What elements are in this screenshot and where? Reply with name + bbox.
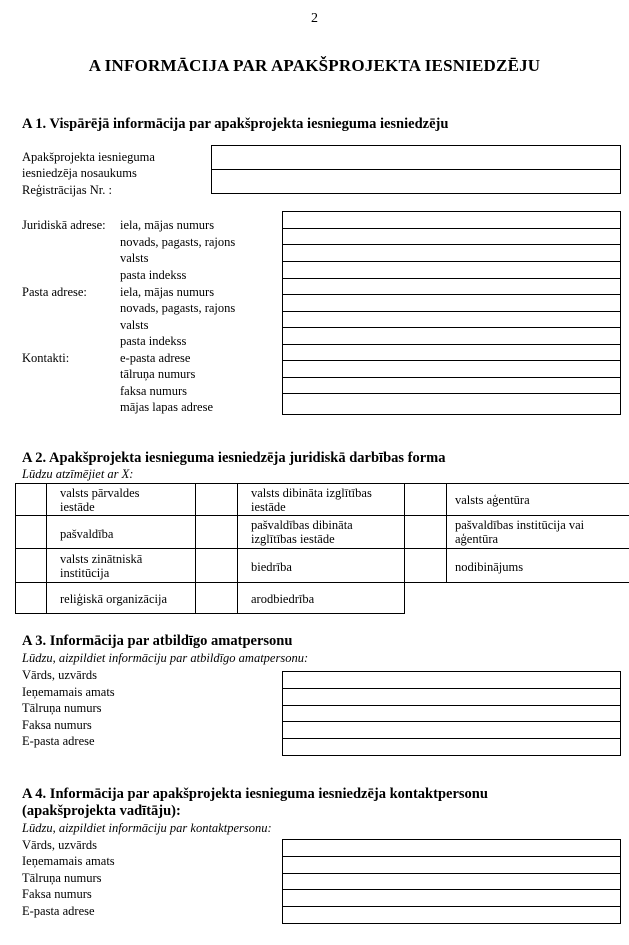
legal-region-label: novads, pagasts, rajons (120, 235, 236, 249)
a4-position-label: Ieņemamais amats (22, 854, 115, 868)
legal-street-label: iela, mājas numurs (120, 218, 215, 232)
a3-email-input[interactable] (283, 739, 620, 755)
postal-postcode-label: pasta indekss (120, 334, 187, 348)
legal-country-input[interactable] (283, 245, 620, 262)
postal-street-input[interactable] (283, 279, 620, 295)
page-title: A INFORMĀCIJA PAR APAKŠPROJEKTA IESNIEDZĒJU (88, 56, 541, 75)
option-research-institution: valsts zinātniskā institūcija (46, 548, 196, 583)
postal-region-label: novads, pagasts, rajons (120, 301, 236, 315)
checkbox-association[interactable] (195, 548, 238, 583)
a4-fax-input[interactable] (283, 890, 620, 907)
contact-website-label: mājas lapas adrese (120, 400, 214, 414)
section-a1-heading: A 1. Vispārējā informācija par apakšprojekta iesnieguma iesniedzēju (22, 116, 449, 132)
a3-instruction: Lūdzu, aizpildiet informāciju par atbildīgo amatpersonu: (22, 651, 309, 665)
contact-email-label: e-pasta adrese (120, 351, 191, 365)
checkbox-municipal-school[interactable] (195, 515, 238, 549)
option-municipal-agency: pašvaldības institūcija vai aģentūra (446, 515, 629, 549)
contacts-label: Kontakti: (22, 351, 70, 365)
contact-fax-input[interactable] (283, 378, 620, 394)
option-religious-org: reliģiskā organizācija (46, 582, 196, 614)
legal-postcode-label: pasta indekss (120, 268, 187, 282)
a4-fax-label: Faksa numurs (22, 887, 92, 901)
option-foundation: nodibinājums (446, 548, 629, 583)
section-a4-heading-line2: (apakšprojekta vadītāju): (22, 803, 181, 819)
option-state-school: valsts dibināta izglītības iestāde (237, 483, 405, 516)
postal-country-label: valsts (120, 318, 149, 332)
contact-email-input[interactable] (283, 345, 620, 361)
postal-region-input[interactable] (283, 295, 620, 312)
a3-fields-table (282, 671, 621, 756)
a4-email-input[interactable] (283, 907, 620, 923)
checkbox-trade-union[interactable] (195, 582, 238, 614)
legal-postcode-input[interactable] (283, 262, 620, 279)
a3-email-label: E-pasta adrese (22, 734, 95, 748)
checkbox-research-institution[interactable] (15, 548, 47, 583)
section-a2-heading: A 2. Apakšprojekta iesnieguma iesniedzēja juridiskā darbības forma (22, 450, 446, 466)
checkbox-foundation[interactable] (404, 548, 447, 583)
a3-phone-label: Tālruņa numurs (22, 701, 102, 715)
a3-fax-label: Faksa numurs (22, 718, 92, 732)
a3-fax-input[interactable] (283, 722, 620, 739)
reg-number-input[interactable] (212, 170, 620, 193)
option-municipal-school: pašvaldības dibināta izglītības iestāde (237, 515, 405, 549)
postal-postcode-input[interactable] (283, 328, 620, 345)
a4-name-label: Vārds, uzvārds (22, 838, 97, 852)
contact-phone-label: tālruņa numurs (120, 367, 196, 381)
checkbox-municipality[interactable] (15, 515, 47, 549)
checkbox-state-admin[interactable] (15, 483, 47, 516)
page-number: 2 (311, 11, 318, 26)
legal-street-input[interactable] (283, 212, 620, 229)
a4-position-input[interactable] (283, 857, 620, 874)
name-label-line2: iesniedzēja nosaukums (22, 166, 137, 180)
option-state-agency: valsts aģentūra (446, 483, 629, 516)
postal-street-label: iela, mājas numurs (120, 285, 215, 299)
section-a4-heading-line1: A 4. Informācija par apakšprojekta iesnieguma iesniedzēja kontaktpersonu (22, 786, 488, 802)
checkbox-state-agency[interactable] (404, 483, 447, 516)
option-municipality: pašvaldība (46, 515, 196, 549)
legal-country-label: valsts (120, 251, 149, 265)
checkbox-state-school[interactable] (195, 483, 238, 516)
a4-phone-input[interactable] (283, 874, 620, 890)
contact-phone-input[interactable] (283, 361, 620, 378)
option-trade-union: arodbiedrība (237, 582, 405, 614)
contact-website-input[interactable] (283, 394, 620, 410)
legal-region-input[interactable] (283, 229, 620, 245)
reg-number-label: Reģistrācijas Nr. : (22, 183, 112, 197)
a3-name-label: Vārds, uzvārds (22, 668, 97, 682)
a4-name-input[interactable] (283, 840, 620, 857)
a4-phone-label: Tālruņa numurs (22, 871, 102, 885)
a3-name-input[interactable] (283, 672, 620, 689)
postal-address-label: Pasta adrese: (22, 285, 87, 299)
a2-instruction: Lūdzu atzīmējiet ar X: (22, 467, 134, 481)
option-state-admin: valsts pārvaldes iestāde (46, 483, 196, 516)
checkbox-municipal-agency[interactable] (404, 515, 447, 549)
a4-email-label: E-pasta adrese (22, 904, 95, 918)
postal-country-input[interactable] (283, 312, 620, 328)
name-label-line1: Apakšprojekta iesnieguma (22, 150, 155, 164)
checkbox-religious-org[interactable] (15, 582, 47, 614)
name-input[interactable] (212, 146, 620, 170)
legal-form-grid (15, 483, 629, 615)
a4-instruction: Lūdzu, aizpildiet informāciju par kontaktpersonu: (22, 821, 272, 835)
a3-phone-input[interactable] (283, 706, 620, 722)
legal-address-label: Juridiskā adrese: (22, 218, 106, 232)
a3-position-label: Ieņemamais amats (22, 685, 115, 699)
contact-fax-label: faksa numurs (120, 384, 187, 398)
a4-fields-table (282, 839, 621, 924)
address-contacts-table (282, 211, 621, 415)
section-a3-heading: A 3. Informācija par atbildīgo amatpersonu (22, 633, 293, 649)
option-association: biedrība (237, 548, 405, 583)
name-reg-table (211, 145, 621, 194)
a3-position-input[interactable] (283, 689, 620, 706)
